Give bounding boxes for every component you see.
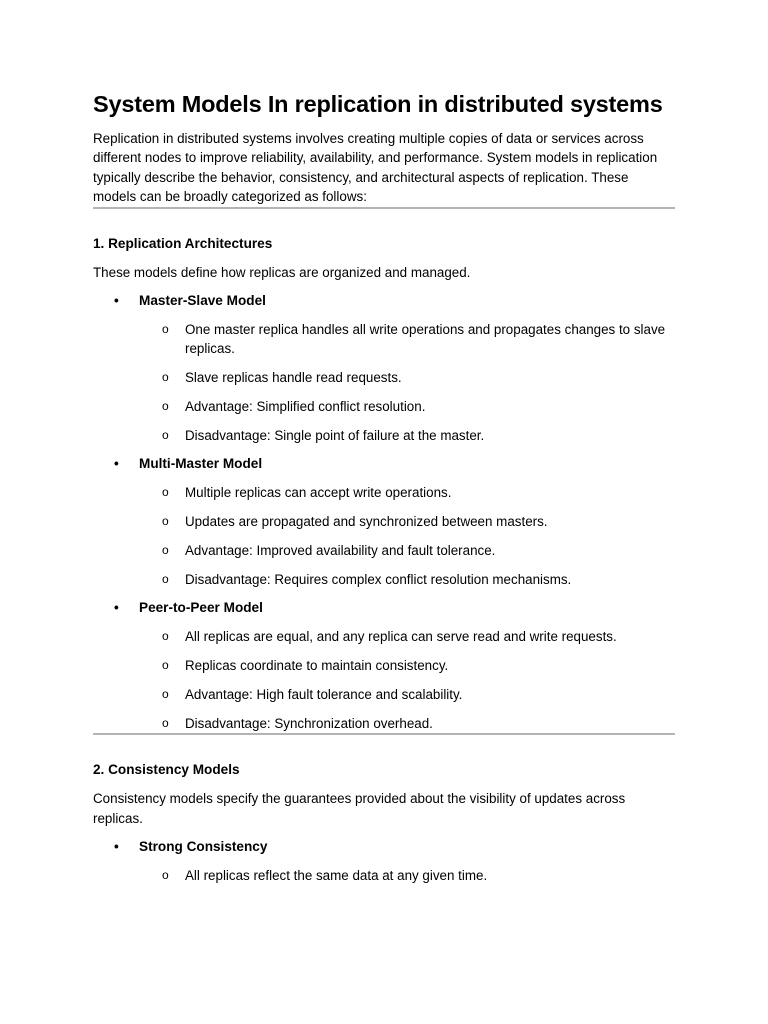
model-list: [93, 291, 675, 733]
point-text: Advantage: High fault tolerance and scalability.: [185, 687, 463, 703]
bullet-icon: •: [114, 293, 119, 309]
point-list: [93, 483, 675, 589]
subbullet-icon: o: [162, 543, 169, 558]
model-name: Master-Slave Model: [139, 293, 266, 309]
subbullet-icon: o: [162, 687, 169, 702]
point-text: All replicas reflect the same data at any given time.: [185, 867, 488, 883]
list-item: [93, 541, 675, 560]
point-text: Disadvantage: Requires complex conflict resolution mechanisms.: [185, 572, 572, 588]
subbullet-icon: o: [162, 321, 169, 336]
subbullet-icon: o: [162, 428, 169, 443]
list-item: [93, 685, 675, 704]
model-heading: [93, 837, 675, 856]
subbullet-icon: o: [162, 629, 169, 644]
point-list: [93, 866, 675, 885]
subbullet-icon: o: [162, 867, 169, 882]
model-name: Multi-Master Model: [139, 456, 263, 472]
section-description: These models define how replicas are organized and managed.: [93, 264, 471, 280]
model-heading: [93, 454, 675, 473]
model-heading: [93, 598, 675, 617]
page-title: System Models In replication in distributed systems: [93, 91, 663, 117]
point-text: Disadvantage: Single point of failure at the master.: [185, 428, 485, 444]
section-consistency-models: [93, 760, 675, 885]
subbullet-icon: o: [162, 399, 169, 414]
point-text: Multiple replicas can accept write operations.: [185, 485, 452, 501]
list-item: [93, 627, 675, 646]
list-item: [93, 512, 675, 531]
model-item: [93, 291, 675, 445]
list-item: [93, 320, 675, 359]
model-item: [93, 837, 675, 885]
subbullet-icon: o: [162, 370, 169, 385]
section-heading: 1. Replication Architectures: [93, 235, 273, 251]
subbullet-icon: o: [162, 572, 169, 587]
point-list: [93, 320, 675, 446]
point-text: Replicas coordinate to maintain consistency.: [185, 658, 449, 674]
subbullet-icon: o: [162, 658, 169, 673]
model-name: Peer-to-Peer Model: [139, 600, 263, 616]
section-replication-architectures: [93, 234, 675, 734]
document-body: [93, 88, 675, 885]
point-text: All replicas are equal, and any replica can serve read and write requests.: [185, 629, 617, 645]
section-divider: [93, 733, 675, 735]
model-name: Strong Consistency: [139, 839, 268, 855]
point-text: Advantage: Simplified conflict resolution.: [185, 399, 426, 415]
point-text: Disadvantage: Synchronization overhead.: [185, 716, 433, 732]
subbullet-icon: o: [162, 514, 169, 529]
point-text: Slave replicas handle read requests.: [185, 370, 402, 386]
list-item: [93, 714, 675, 733]
bullet-icon: •: [114, 456, 119, 472]
bullet-icon: •: [114, 600, 119, 616]
intro-paragraph: Replication in distributed systems involves creating multiple copies of data or services across different nodes to improve reliability, availability, and performance. System models in replication typically describe the behavior, consistency, and architectural aspects of replication. These models can be broadly categorized as follows:: [93, 131, 658, 205]
list-item: [93, 397, 675, 416]
subbullet-icon: o: [162, 716, 169, 731]
model-heading: [93, 291, 675, 310]
list-item: [93, 368, 675, 387]
subbullet-icon: o: [162, 485, 169, 500]
list-item: [93, 656, 675, 675]
point-list: [93, 627, 675, 733]
list-item: [93, 426, 675, 445]
section-divider: [93, 207, 675, 209]
model-list: [93, 837, 675, 885]
point-text: Updates are propagated and synchronized between masters.: [185, 514, 548, 530]
model-item: [93, 454, 675, 589]
point-text: One master replica handles all write operations and propagates changes to slave replicas.: [185, 321, 666, 357]
list-item: [93, 570, 675, 589]
bullet-icon: •: [114, 839, 119, 855]
list-item: [93, 483, 675, 502]
section-heading: 2. Consistency Models: [93, 762, 240, 778]
section-description: Consistency models specify the guarantees provided about the visibility of updates across replicas.: [93, 791, 626, 826]
model-item: [93, 598, 675, 733]
point-text: Advantage: Improved availability and fault tolerance.: [185, 543, 496, 559]
list-item: [93, 866, 675, 885]
